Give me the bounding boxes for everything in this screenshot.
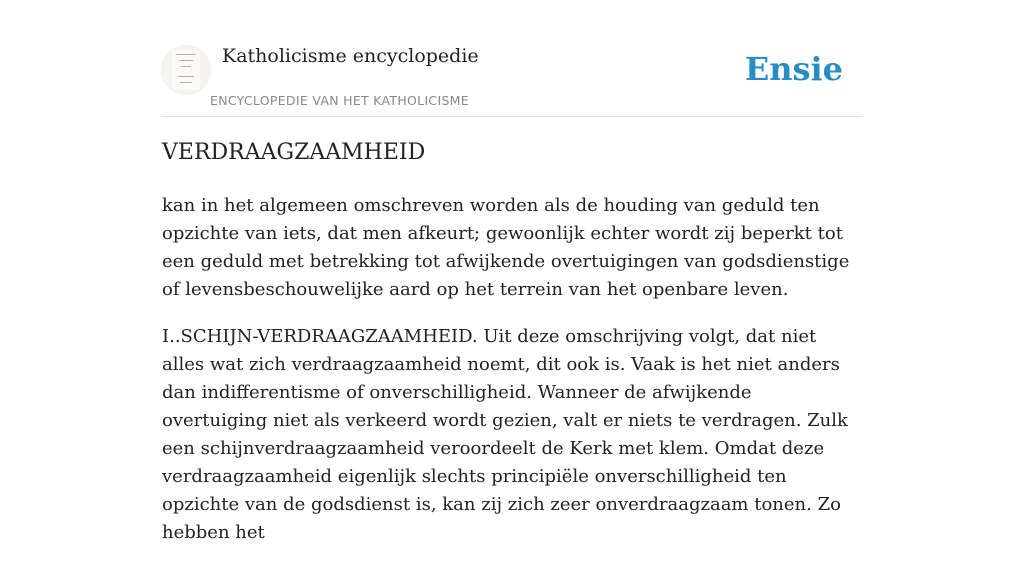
article-paragraph: I..SCHIJN-VERDRAAGZAAMHEID. Uit deze omschrijving volgt, dat niet alles wat zich verdraagzaamheid noemt, dit ook is. Vaak is het niet anders dan indifferentisme of onverschilligheid. Wanneer de afwijkende overtuiging niet als verkeerd wordt gezien, valt er niets te verdragen. Zulk een schijnverdraagzaamheid veroordeelt de Kerk met klem. Omdat deze verdraagzaamheid eigenlijk slechts principiële onverschilligheid ten opzichte van de godsdienst is, kan zij zich zeer onverdraagzaam tonen. Zo hebben het [162, 326, 848, 543]
cover-image [172, 50, 200, 90]
cover-line [179, 60, 193, 61]
encyclopedia-cover-icon[interactable] [162, 46, 210, 94]
cover-line [180, 82, 192, 83]
article-paragraph: kan in het algemeen omschreven worden als de houding van geduld ten opzichte van iets, dat men afkeurt; gewoonlijk echter wordt zij beperkt tot een geduld met betrekking tot afwijkende overtuigingen van godsdienstige of levensbeschouwelijke aard op het terrein van het openbare leven. [162, 195, 850, 300]
site-subtitle: ENCYCLOPEDIE VAN HET KATHOLICISME [210, 93, 469, 108]
cover-line [178, 76, 194, 77]
site-header [162, 0, 862, 117]
site-title[interactable]: Katholicisme encyclopedie [222, 45, 479, 67]
cover-line [176, 54, 196, 55]
article-title: VERDRAAGZAAMHEID [162, 140, 426, 165]
article-body [162, 192, 862, 566]
cover-line [181, 66, 191, 67]
page-container [162, 0, 862, 543]
brand-logo-link[interactable]: Ensie [744, 50, 843, 88]
